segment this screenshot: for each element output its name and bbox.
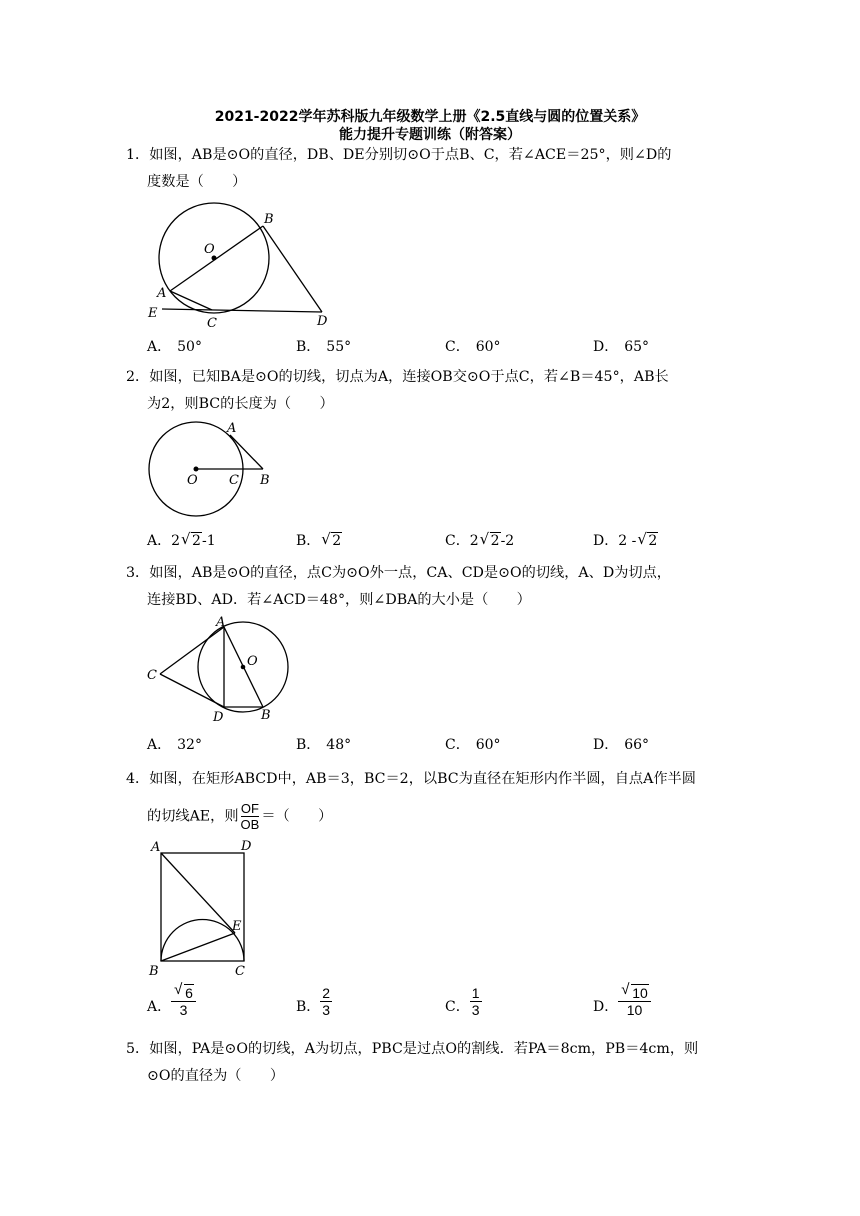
fig4-label-c: C [235, 964, 245, 979]
option-c[interactable] [445, 530, 514, 550]
option-suffix: -2 [500, 533, 515, 549]
option-suffix: -1 [201, 533, 216, 549]
option-label: B． [296, 999, 321, 1015]
question-2-text-cont: 为2，则BC的长度为（ ） [147, 396, 334, 412]
option-value: 55° [326, 339, 352, 355]
option-c[interactable] [445, 984, 482, 1018]
question-1-figure [140, 205, 340, 330]
q4-frac-den: OB [240, 817, 260, 832]
fig3-label-d: D [213, 710, 224, 725]
option-label: B． [296, 737, 321, 753]
option-value: 60° [475, 339, 501, 355]
option-c[interactable] [445, 734, 501, 754]
fig1-label-a: A [157, 286, 167, 301]
option-a[interactable] [147, 985, 196, 1018]
question-3-text-cont: 连接BD、AD．若∠ACD＝48°，则∠DBA的大小是（ ） [147, 592, 531, 608]
option-label: D． [593, 737, 619, 753]
fig2-label-b: B [260, 473, 270, 488]
option-label: C． [445, 533, 470, 549]
fig3-label-b: B [261, 708, 271, 723]
q4-suffix: ＝（ ） [261, 808, 333, 825]
option-d[interactable] [593, 336, 649, 356]
fig1-label-e: E [148, 306, 158, 321]
option-label: A． [147, 999, 172, 1015]
frac-den: 3 [471, 1001, 480, 1018]
option-a[interactable] [147, 734, 202, 754]
option-b[interactable] [296, 734, 351, 754]
option-coef: 2 [469, 533, 479, 549]
option-d[interactable] [593, 985, 651, 1018]
fig1-label-b: B [264, 212, 274, 227]
option-b[interactable] [296, 530, 342, 550]
fig3-label-o: O [247, 654, 258, 669]
sqrt-symbol: √ 2 [490, 532, 501, 549]
question-5 [126, 1036, 738, 1090]
fig2-label-a: A [227, 421, 237, 436]
q4-frac-num: OF [240, 801, 259, 816]
fig1-label-c: C [207, 316, 217, 331]
question-5-text-cont: ⊙O的直径为（ ） [147, 1068, 285, 1084]
option-coef: 2 - [618, 533, 637, 549]
question-1-text: 1．如图，AB是⊙O的直径，DB、DE分别切⊙O于点B、C，若∠ACE＝25°，则∠D的 [126, 147, 672, 163]
option-label: D． [593, 999, 619, 1015]
option-label: D． [593, 339, 619, 355]
option-a[interactable] [147, 530, 216, 550]
option-label: B． [296, 339, 321, 355]
option-value: 60° [475, 737, 501, 753]
sqrt-symbol: √ 2 [647, 532, 658, 549]
question-4-text-cont [126, 801, 738, 832]
question-2-text: 2．如图，已知BA是⊙O的切线，切点为A，连接OB交⊙O于点C，若∠B＝45°，AB长 [126, 369, 669, 385]
question-1 [126, 142, 738, 196]
option-label: A． [147, 339, 172, 355]
option-fraction [470, 985, 482, 1018]
option-fraction [171, 984, 196, 1018]
option-b[interactable] [296, 336, 351, 356]
question-5-text: 5．如图，PA是⊙O的切线，A为切点，PBC是过点O的割线．若PA＝8cm，PB＝4cm，则 [126, 1041, 699, 1057]
option-d[interactable] [593, 530, 658, 550]
option-label: C． [445, 737, 470, 753]
option-value: 48° [326, 737, 352, 753]
frac-den: 3 [322, 1001, 331, 1018]
sqrt-symbol: √ 2 [331, 532, 342, 549]
q4-fraction [241, 801, 260, 832]
question-3 [126, 560, 738, 614]
option-label: B． [296, 533, 321, 549]
page-subtitle: 能力提升专题训练（附答案） [339, 127, 521, 143]
fig4-label-e: E [232, 919, 242, 934]
question-1-options [147, 336, 747, 362]
question-3-options [147, 734, 747, 760]
option-b[interactable] [296, 984, 332, 1018]
fig2-label-o: O [187, 473, 198, 488]
option-value: 50° [177, 339, 202, 355]
fig4-label-b: B [149, 964, 159, 979]
frac-den: 10 [626, 1002, 643, 1018]
fig3-label-c: C [147, 668, 157, 683]
option-value: 65° [624, 339, 650, 355]
fig4-label-d: D [241, 839, 252, 854]
sqrt-symbol: √ 10 [631, 984, 649, 1001]
fig1-label-d: D [317, 314, 328, 329]
option-label: A． [147, 737, 172, 753]
question-3-text: 3．如图，AB是⊙O的直径，点C为⊙O外一点，CA、CD是⊙O的切线，A、D为切点， [126, 565, 671, 581]
frac-num: 2 [322, 984, 331, 1001]
question-2-options [147, 530, 747, 556]
question-3-figure [140, 614, 300, 726]
option-fraction [320, 985, 332, 1018]
page-title: 2021-2022学年苏科版九年级数学上册《2.5直线与圆的位置关系》 [214, 109, 646, 125]
question-4-options [147, 984, 747, 1028]
frac-num: 1 [471, 984, 480, 1001]
sqrt-symbol: √ 2 [191, 532, 202, 549]
option-label: C． [445, 999, 470, 1015]
question-2 [126, 364, 738, 418]
fig2-label-c: C [229, 473, 239, 488]
option-coef: 2 [171, 533, 181, 549]
option-value: 66° [624, 737, 650, 753]
option-d[interactable] [593, 734, 649, 754]
q4-prefix: 的切线AE，则 [147, 808, 239, 825]
option-a[interactable] [147, 336, 202, 356]
question-4 [126, 766, 738, 832]
question-4-text: 4．如图，在矩形ABCD中，AB＝3，BC＝2，以BC为直径在矩形内作半圆，自点A作半圆 [126, 771, 696, 787]
option-c[interactable] [445, 336, 501, 356]
option-label: A． [147, 533, 172, 549]
option-fraction [618, 984, 651, 1018]
question-4-figure [140, 836, 265, 981]
fig3-label-a: A [216, 615, 226, 630]
option-label: C． [445, 339, 470, 355]
question-1-text-cont: 度数是（ ） [147, 174, 247, 190]
fig1-label-o: O [204, 242, 215, 257]
fig4-label-a: A [151, 840, 161, 855]
option-label: D． [593, 533, 619, 549]
question-2-figure [140, 418, 280, 523]
option-value: 32° [177, 737, 202, 753]
sqrt-symbol: √ 6 [184, 984, 194, 1001]
frac-den: 3 [179, 1002, 188, 1018]
